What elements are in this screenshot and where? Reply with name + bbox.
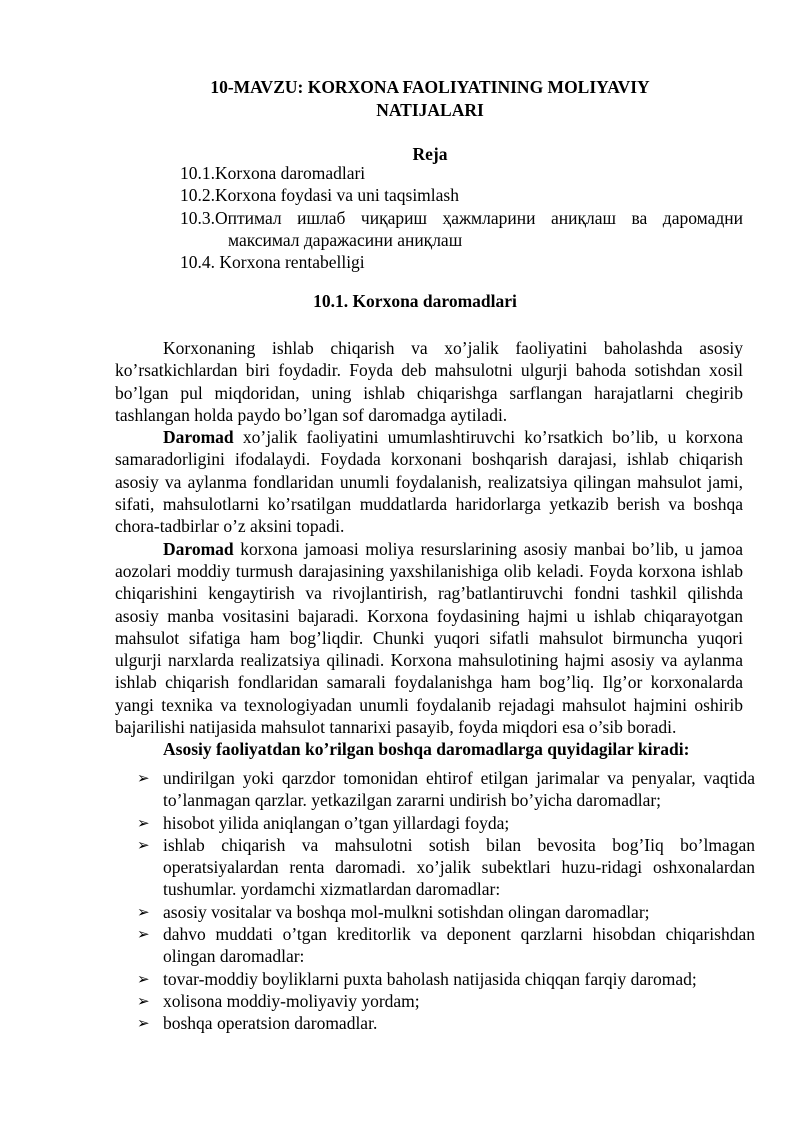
- arrow-bullet-icon: ➢: [137, 835, 150, 854]
- title-line-2: NATIJALARI: [376, 99, 484, 120]
- list-intro: Asosiy faoliyatdan ko’rilgan boshqa daromadlarga quyidagilar kiradi:: [163, 739, 690, 760]
- arrow-bullet-icon: ➢: [137, 1014, 150, 1033]
- list-item: [115, 990, 755, 1012]
- plan-item: 10.3.Оптимал ишлаб чиқариш ҳажмларини аниқлаш ва даромадни максимал даражасини аниқлаш: [180, 207, 743, 250]
- section-heading: 10.1. Korxona daromadlari: [313, 291, 517, 311]
- list-item: [115, 901, 755, 923]
- paragraph-2-bold: Daromad: [163, 427, 234, 448]
- paragraph-2-text: xo’jalik faoliyatini umumlashtiruvchi ko’rsatkich bo’lib, u korxona samaradorligini ifodalaydi. Foydada korxonani boshqarish darajasi, ishlab chiqarish asosiy va aylanma fondlaridan unumli foydalanish, realizatsiya qilingan mahsulot jami, sifati, mahsulotlarni ko’rsatilgan muddatlarda haridorlarga yetkazib berish va boshqa chora-tadbirlar o’z aksini topadi.: [115, 427, 743, 537]
- list-item-text: dahvo muddati o’tgan kreditorlik va deponent qarzlarni hisobdan chiqarishdan olingan daromadlar:: [163, 924, 755, 967]
- list-item: [115, 834, 755, 901]
- list-item-text: undirilgan yoki qarzdor tomonidan ehtirof etilgan jarimalar va penyalar, vaqtida to’lanmagan qarzlar. yetkazilgan zararni undirish bo’yicha daromadlar;: [163, 768, 755, 811]
- list-item: [115, 923, 755, 968]
- arrow-bullet-icon: ➢: [137, 769, 150, 787]
- arrow-bullet-icon: ➢: [137, 969, 150, 988]
- list-item-text: xolisona moddiy-moliyaviy yordam;: [163, 990, 420, 1011]
- list-item: [115, 1012, 755, 1034]
- paragraph-1: Korxonaning ishlab chiqarish va xo’jalik faoliyatini baholashda asosiy ko’rsatkichlardan biri foydadir. Foyda deb mahsulotni ulgurji bahoda sotishdan xosil bo’lgan pul miqdoridan, uning ishlab chiqarishga sarflangan harajatlarni chegirib tashlangan holda paydo bo’lgan sof daromadga aytiladi.: [115, 338, 743, 425]
- paragraph-3-text: korxona jamoasi moliya resurslarining asosiy manbai bo’lib, u jamoa aozolari moddiy turmush darajasining yaxshilanishiga olib keladi. Foyda korxona ishlab chiqarishini kengaytirish va rivojlantirish, rag’batlantiruvchi fondni tashkil qilishda asosiy manba vositasini bajaradi. Korxona foydasining hajmi u ishlab chiqarayotgan mahsulot sifatiga ham bog’liqdir. Chunki yuqori sifatli mahsulot birmuncha yuqori ulgurji narxlarda realizatsiya qilinadi. Korxona mahsulotining hajmi asosiy va aylanma ishlab chiqarish fondlaridan samarali foydalanishga ham bog’liq. Ilg’or korxonalarda yangi texnika va texnologiyadan unumli foydalanib rejadagi mahsulot hajmini oshirib bajarilishi natijasida mahsulot tannarixi pasayib, foyda miqdori esa o’sib boradi.: [115, 538, 743, 738]
- list-item: [115, 767, 755, 812]
- list-item-text: boshqa operatsion daromadlar.: [163, 1013, 378, 1034]
- arrow-bullet-icon: ➢: [137, 813, 150, 832]
- arrow-bullet-icon: ➢: [137, 991, 150, 1010]
- income-list: [115, 767, 755, 1035]
- plan-item: 10.2.Korxona foydasi va uni taqsimlash: [180, 185, 459, 206]
- plan-item: 10.1.Korxona daromadlari: [180, 163, 366, 183]
- plan-heading: Reja: [412, 144, 448, 164]
- list-item-text: hisobot yilida aniqlangan o’tgan yillardagi foyda;: [163, 812, 510, 833]
- paragraph-3-bold: Daromad: [163, 538, 234, 559]
- paragraph-2: [115, 426, 743, 537]
- body-text: [115, 337, 743, 761]
- arrow-bullet-icon: ➢: [137, 902, 150, 921]
- page-title: [120, 76, 740, 121]
- plan-item: 10.4. Korxona rentabelligi: [180, 252, 365, 273]
- list-item: [115, 812, 755, 834]
- list-item: [115, 968, 755, 990]
- plan-list: [180, 162, 743, 273]
- arrow-bullet-icon: ➢: [137, 925, 150, 944]
- paragraph-3: [115, 538, 743, 739]
- list-item-text: tovar-moddiy boyliklarni puxta baholash natijasida chiqqan farqiy daromad;: [163, 968, 697, 989]
- title-line-1: 10-MAVZU: KORXONA FAOLIYATINING MOLIYAVIY: [210, 77, 650, 97]
- list-item-text: asosiy vositalar va boshqa mol-mulkni sotishdan olingan daromadlar;: [163, 901, 650, 922]
- list-item-text: ishlab chiqarish va mahsulotni sotish bilan bevosita bog’Iiq bo’lmagan operatsiyalardan renta daromadi. xo’jalik subektlari huzu-ridagi oshxonalardan tushumlar. yordamchi xizmatlardan daromadlar:: [163, 834, 755, 900]
